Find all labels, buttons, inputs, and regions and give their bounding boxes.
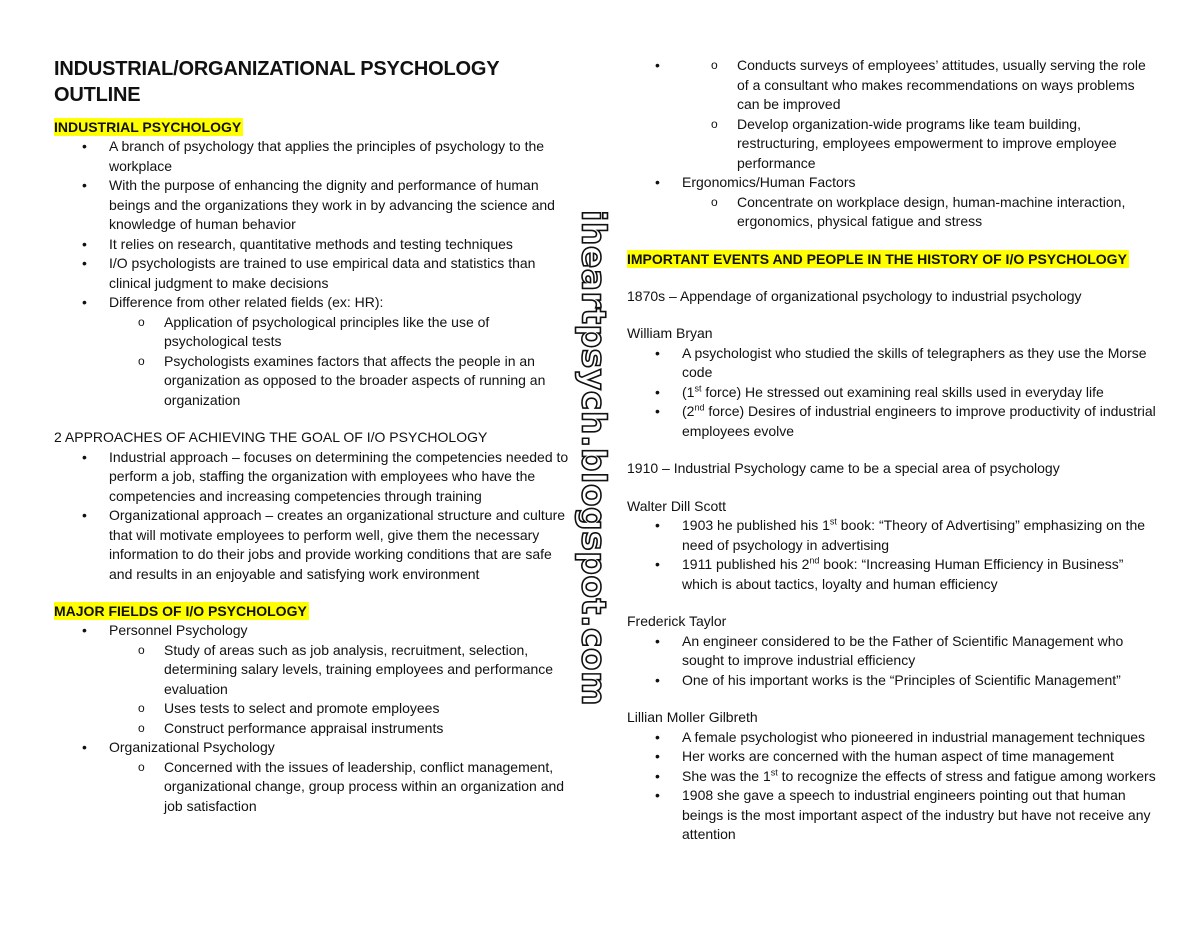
list-item: • 1908 she gave a speech to industrial engineers pointing out that human beings is the most important aspect of the industry but have not receive any attention [627,786,1157,845]
taylor-list [627,632,1157,691]
ergonomics-label: Ergonomics/Human Factors [682,174,856,190]
text-part: book: “Increasing Human Efficiency in Business” which is about tactics, loyalty and human efficiency [682,556,1124,592]
personnel-psychology-label: Personnel Psychology [109,622,248,638]
sub-list [109,313,574,411]
text-part: force) Desires of industrial engineers to improve productivity of industrial employees evolve [682,403,1156,439]
event-1870s: 1870s – Appendage of organizational psychology to industrial psychology [627,287,1082,304]
list-item: • One of his important works is the “Principles of Scientific Management” [627,671,1157,691]
superscript: st [694,382,702,393]
person-name-gilbreth: Lillian Moller Gilbreth [627,709,758,725]
list-item [627,555,1157,594]
list-item: • Her works are concerned with the human aspect of time management [627,747,1157,767]
watermark [574,174,614,742]
list-item [54,621,574,738]
text-part: 1903 he published his 1 [682,517,830,533]
sub-list-item: o Concentrate on workplace design, human-machine interaction, ergonomics, physical fatigue and stress [682,193,1157,232]
industrial-psychology-section [54,118,574,410]
organizational-psychology-label: Organizational Psychology [109,739,275,755]
person-name-bryan: William Bryan [627,325,713,341]
list-item: • With the purpose of enhancing the dignity and performance of human beings and the organizations they work in by advancing the science and knowledge of human behavior [54,176,574,235]
industrial-list [54,137,574,410]
list-item [627,383,1157,403]
list-item-continued [627,56,1157,173]
fields-list [54,621,574,816]
list-item: • Organizational approach – creates an organizational structure and culture that will motivate employees to perform well, give them the necessary information to do their jobs and provide working conditions that are safe and results in an enjoyable and satisfying work environment [54,506,574,584]
superscript: st [829,516,837,527]
text-part: She was the 1 [682,767,771,784]
list-item [627,402,1157,441]
text-part: (2 [682,403,695,419]
approaches-heading: 2 APPROACHES OF ACHIEVING THE GOAL OF I/O PSYCHOLOGY [54,429,488,445]
sub-list-item: o Application of psychological principles like the use of psychological tests [109,313,574,352]
gilbreth-list [627,728,1157,845]
right-column [627,56,1157,845]
sub-list-item: o Study of areas such as job analysis, recruitment, selection, determining salary levels, training employees and performance evaluation [109,641,574,700]
list-item: • A female psychologist who pioneered in industrial management techniques [627,728,1157,748]
list-item: • Industrial approach – focuses on determining the competencies needed to perform a job, staffing the organization with employees who have the competencies and increasing competencies through training [54,448,574,507]
major-fields-section [54,602,574,816]
sub-list [682,193,1157,232]
page-title: INDUSTRIAL/ORGANIZATIONAL PSYCHOLOGY OUTLINE [54,58,500,106]
person-name-taylor: Frederick Taylor [627,613,727,629]
text-part: book: “Theory of Advertising” emphasizing on the need of psychology in advertising [682,517,1146,553]
sub-list-item: o Construct performance appraisal instruments [109,719,574,739]
text-part: force) He stressed out examining real skills used in everyday life [701,383,1104,400]
watermark-text: iheartpsych.blogspot.com [574,210,614,706]
fields-list-continued [627,56,1157,173]
text-part: (1 [682,383,695,400]
list-item [627,173,1157,232]
list-item: • An engineer considered to be the Father of Scientific Management who sought to improve industrial efficiency [627,632,1157,671]
person-name-scott: Walter Dill Scott [627,497,727,514]
list-item: • A psychologist who studied the skills of telegraphers as they use the Morse code [627,344,1157,383]
text-part: 1911 published his 2 [682,556,810,572]
fields-list-ergonomics [627,173,1157,232]
superscript: nd [809,555,820,566]
sub-list [682,56,1157,173]
approaches-list [54,448,574,585]
sub-list-item: o Uses tests to select and promote employees [109,699,574,719]
major-fields-heading: MAJOR FIELDS OF I/O PSYCHOLOGY [54,603,307,619]
superscript: nd [694,402,705,413]
list-item-text: Difference from other related fields (ex: HR): [109,294,384,310]
list-item: • I/O psychologists are trained to use empirical data and statistics than clinical judgment to make decisions [54,254,574,293]
scott-list [627,516,1157,594]
approaches-section [54,428,574,584]
list-item [54,738,574,816]
list-item: • It relies on research, quantitative methods and testing techniques [54,235,574,255]
sub-list-item: o Concerned with the issues of leadership, conflict management, organizational change, group process within an organization and job satisfaction [109,758,574,817]
sub-list-item: o • Conducts surveys of employees’ attitudes, usually serving the role of a consultant who makes recommendations on ways problems can be improved [682,56,1157,115]
sub-list-item: o Develop organization-wide programs like team building, restructuring, employees empowerment to improve employee performance [682,115,1157,174]
bryan-list [627,344,1157,442]
event-1910: 1910 – Industrial Psychology came to be a special area of psychology [627,460,1060,476]
sub-list [109,641,574,739]
text-part: to recognize the effects of stress and fatigue among workers [777,767,1156,784]
list-item [627,767,1157,787]
superscript: st [770,766,778,777]
left-column [54,56,574,816]
sub-list-item: o Psychologists examines factors that affects the people in an organization as opposed to the broader aspects of running an organization [109,352,574,411]
sub-list [109,758,574,817]
industrial-psychology-heading: INDUSTRIAL PSYCHOLOGY [54,119,242,135]
list-item [627,516,1157,555]
history-heading: IMPORTANT EVENTS AND PEOPLE IN THE HISTORY OF I/O PSYCHOLOGY [627,250,1127,267]
list-item [54,293,574,410]
list-item: • A branch of psychology that applies the principles of psychology to the workplace [54,137,574,176]
